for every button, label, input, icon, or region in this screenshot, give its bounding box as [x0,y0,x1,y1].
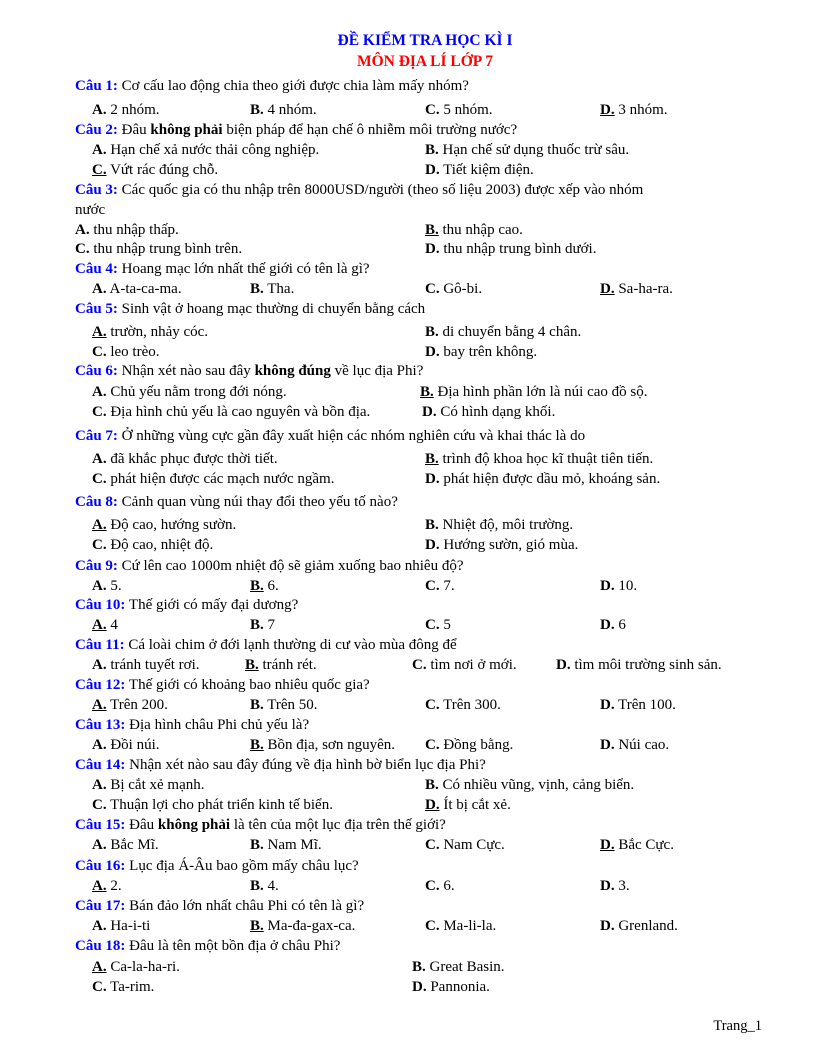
option-text: tránh rét. [262,657,317,673]
question-number: Câu 3: [75,182,118,198]
option-letter: B. [412,959,426,975]
answer-option[interactable] [425,343,537,362]
answer-option[interactable] [92,836,159,855]
option-text: 7 [267,617,276,633]
answer-option[interactable] [92,161,218,180]
option-letter: D. [425,797,440,813]
answer-option[interactable] [600,616,626,635]
option-letter: B. [250,918,264,934]
option-text: 2. [110,878,122,894]
question-text: Các quốc gia có thu nhập trên 8000USD/người (theo số liệu 2003) được xếp vào nhóm [121,182,644,198]
option-text: 5. [110,578,122,594]
option-text: phát hiện được dầu mỏ, khoáng sản. [443,471,661,487]
answer-option[interactable] [425,536,578,555]
option-letter: D. [600,918,615,934]
question-stem [75,260,370,279]
option-letter: A. [92,878,107,894]
question-number: Câu 17: [75,898,126,914]
option-letter: B. [425,777,439,793]
answer-option[interactable] [425,280,482,299]
option-text: Pannonia. [430,979,490,995]
option-letter: D. [425,162,440,178]
answer-option[interactable] [600,101,668,120]
option-letter: A. [92,102,107,118]
option-text: A-ta-ca-ma. [109,281,182,297]
option-text: di chuyển bằng 4 chân. [442,324,582,340]
option-letter: B. [245,657,259,673]
answer-option[interactable] [422,403,555,422]
option-text: 5 [443,617,451,633]
answer-option[interactable] [92,656,200,675]
question-text: Nhận xét nào sau đây [121,363,251,379]
answer-option[interactable] [92,101,160,120]
question-number: Câu 11: [75,637,125,653]
question-stem [75,897,364,916]
option-letter: B. [250,837,264,853]
option-text: leo trèo. [110,344,160,360]
option-letter: A. [92,777,107,793]
option-letter: B. [250,578,264,594]
option-text: Núi cao. [618,737,670,753]
answer-option[interactable] [75,221,179,240]
option-text: Chủ yếu nằm trong đới nóng. [110,384,287,400]
option-text: Địa hình phần lớn là núi cao đồ sộ. [437,384,648,400]
option-letter: B. [250,102,264,118]
option-text: Hạn chế sử dụng thuốc trừ sâu. [442,142,630,158]
option-text: Grenland. [618,918,678,934]
option-text: Gô-bi. [443,281,483,297]
answer-option[interactable] [92,141,319,160]
option-letter: D. [425,344,440,360]
answer-option[interactable] [425,450,653,469]
option-text: Trên 200. [110,697,168,713]
option-letter: A. [92,617,107,633]
answer-option[interactable] [250,577,279,596]
option-letter: C. [425,918,440,934]
option-text: Có nhiều vũng, vịnh, cảng biển. [442,777,635,793]
answer-option[interactable] [92,536,213,555]
option-text: Tiết kiệm điện. [443,162,534,178]
answer-option[interactable] [92,776,204,795]
option-text: 10. [618,578,638,594]
option-letter: B. [250,617,264,633]
answer-option[interactable] [425,577,455,596]
option-letter: A. [75,222,90,238]
question-text: Sinh vật ở hoang mạc thường di chuyển bằng cách [121,301,426,317]
option-letter: B. [250,281,264,297]
option-letter: A. [92,324,107,340]
option-text: 6 [618,617,626,633]
option-letter: D. [600,102,615,118]
option-letter: D. [600,737,615,753]
question-text: Nhận xét nào sau đây đúng về địa hình bờ biển lục địa Phi? [129,757,486,773]
option-letter: D. [600,837,615,853]
question-text: Lục địa Á-Âu bao gồm mấy châu lục? [129,858,359,874]
answer-option[interactable] [425,470,660,489]
answer-option[interactable] [600,836,674,855]
question-stem [75,121,517,140]
option-text: trườn, nhảy cóc. [110,324,209,340]
option-letter: D. [600,878,615,894]
question-text: Hoang mạc lớn nhất thế giới có tên là gì? [121,261,370,277]
answer-option[interactable] [425,796,511,815]
question-number: Câu 10: [75,597,126,613]
answer-option[interactable] [600,917,678,936]
question-stem [75,596,298,615]
question-number: Câu 16: [75,858,126,874]
answer-option[interactable] [92,383,287,402]
question-stem-continuation: nước [75,202,106,218]
option-letter: C. [425,578,440,594]
answer-option[interactable] [420,383,648,402]
option-letter: C. [92,162,107,178]
option-text: 4 [110,617,118,633]
answer-option[interactable] [250,836,322,855]
option-letter: D. [422,404,437,420]
answer-option[interactable] [425,776,634,795]
option-text: Nam Cực. [443,837,505,853]
answer-option[interactable] [250,877,279,896]
answer-option[interactable] [92,450,278,469]
answer-option[interactable] [250,696,318,715]
answer-option[interactable] [412,978,490,997]
option-letter: C. [92,404,107,420]
option-text: Ma-li-la. [443,918,497,934]
answer-option[interactable] [425,221,523,240]
option-text: Hạn chế xả nước thải công nghiệp. [110,142,320,158]
option-text: Bồn địa, sơn nguyên. [267,737,396,753]
option-text: phát hiện được các mạch nước ngầm. [110,471,335,487]
question-text: Đâu [121,122,147,138]
option-letter: A. [92,142,107,158]
option-text: Nam Mĩ. [267,837,322,853]
option-text: 3 nhóm. [618,102,668,118]
option-text: tìm nơi ở mới. [430,657,517,673]
option-text: 6. [443,878,455,894]
question-number: Câu 9: [75,558,118,574]
option-letter: C. [425,697,440,713]
option-text: 2 nhóm. [110,102,160,118]
answer-option[interactable] [92,917,150,936]
question-text: Cơ cấu lao động chia theo giới được chia làm mấy nhóm? [121,78,469,94]
answer-option[interactable] [425,516,573,535]
answer-option[interactable] [92,796,333,815]
answer-option[interactable] [425,877,455,896]
option-text: tìm môi trường sinh sản. [574,657,722,673]
answer-option[interactable] [425,161,534,180]
question-stem [75,636,457,655]
question-number: Câu 15: [75,817,126,833]
option-text: đã khắc phục được thời tiết. [110,451,278,467]
option-text: Bị cắt xẻ mạnh. [110,777,205,793]
option-letter: A. [92,918,107,934]
answer-option[interactable] [250,101,317,120]
option-letter: B. [250,878,264,894]
answer-option[interactable] [92,736,160,755]
question-text-continued: biện pháp để hạn chế ô nhiễm môi trường nước? [226,122,518,138]
option-letter: B. [425,222,439,238]
question-stem [75,937,340,956]
answer-option[interactable] [425,101,493,120]
question-stem [75,557,464,576]
option-letter: C. [425,737,440,753]
answer-option[interactable] [425,616,451,635]
option-text: Ta-rim. [110,979,155,995]
option-letter: C. [425,281,440,297]
answer-option[interactable] [425,696,501,715]
answer-option[interactable] [92,577,122,596]
question-number: Câu 5: [75,301,118,317]
option-letter: B. [425,142,439,158]
answer-option[interactable] [92,978,154,997]
option-letter: A. [92,959,107,975]
question-stem [75,756,486,775]
option-text: tránh tuyết rơi. [110,657,200,673]
option-text: thu nhập trung bình trên. [93,241,243,257]
answer-option[interactable] [556,656,722,675]
answer-option[interactable] [425,917,496,936]
option-letter: D. [425,537,440,553]
answer-option[interactable] [92,403,370,422]
option-text: Ít bị cắt xẻ. [443,797,511,813]
option-text: Thuận lợi cho phát triển kinh tế biển. [110,797,333,813]
option-text: 7. [443,578,455,594]
option-letter: C. [412,657,427,673]
question-number: Câu 18: [75,938,126,954]
question-number: Câu 6: [75,363,118,379]
answer-option[interactable] [92,877,122,896]
option-letter: D. [425,241,440,257]
option-text: 4. [267,878,279,894]
option-text: thu nhập thấp. [93,222,179,238]
option-letter: C. [92,537,107,553]
option-letter: A. [92,578,107,594]
answer-option[interactable] [250,616,275,635]
page-number: Trang_1 [713,1018,762,1034]
question-text: Đâu là tên một bồn địa ở châu Phi? [129,938,341,954]
answer-option[interactable] [600,736,669,755]
option-text: Độ cao, nhiệt độ. [110,537,214,553]
answer-option[interactable] [600,877,630,896]
option-letter: A. [92,737,107,753]
answer-option[interactable] [92,323,208,342]
option-letter: D. [600,281,615,297]
question-stem [75,362,423,381]
answer-option[interactable] [92,696,168,715]
answer-option[interactable] [250,280,294,299]
answer-option[interactable] [425,836,505,855]
answer-option[interactable] [245,656,317,675]
question-stem [75,427,585,446]
option-letter: A. [92,517,107,533]
question-stem [75,181,643,200]
option-letter: C. [425,878,440,894]
option-text: Địa hình chủ yếu là cao nguyên và bồn địa. [110,404,371,420]
option-text: Tha. [267,281,295,297]
option-text: bay trên không. [443,344,538,360]
answer-option[interactable] [412,958,505,977]
question-text: Bán đảo lớn nhất châu Phi có tên là gì? [129,898,365,914]
answer-option[interactable] [92,280,182,299]
exam-title: ĐỀ KIỂM TRA HỌC KÌ I [337,32,513,49]
question-number: Câu 2: [75,122,118,138]
option-text: Đồi núi. [110,737,160,753]
question-emphasis: không phải [157,817,231,833]
answer-option[interactable] [425,141,629,160]
question-number: Câu 1: [75,78,118,94]
question-stem [75,716,309,735]
question-text-continued: về lục địa Phi? [334,363,424,379]
question-emphasis: không đúng [254,363,331,379]
option-letter: B. [425,324,439,340]
answer-option[interactable] [600,577,637,596]
question-text: Địa hình châu Phi chủ yếu là? [129,717,310,733]
option-text: Sa-ha-ra. [618,281,673,297]
option-letter: C. [425,617,440,633]
option-text: Trên 50. [267,697,318,713]
option-letter: A. [92,281,107,297]
option-letter: B. [250,737,264,753]
option-text: Bắc Mĩ. [110,837,159,853]
option-letter: C. [92,471,107,487]
answer-option[interactable] [92,343,160,362]
option-text: Trên 300. [443,697,501,713]
question-stem [75,493,398,512]
question-stem [75,816,446,835]
option-text: Ma-đa-gax-ca. [267,918,356,934]
answer-option[interactable] [600,696,676,715]
option-text: Ca-la-ha-ri. [110,959,180,975]
answer-option[interactable] [425,323,581,342]
answer-option[interactable] [250,736,395,755]
question-emphasis: không phải [150,122,223,138]
option-letter: D. [412,979,427,995]
question-stem [75,300,425,319]
question-text: Đâu [129,817,155,833]
answer-option[interactable] [92,516,236,535]
option-letter: D. [600,697,615,713]
question-stem [75,857,359,876]
option-text: Great Basin. [429,959,505,975]
answer-option[interactable] [425,736,513,755]
option-letter: C. [425,102,440,118]
option-text: Trên 100. [618,697,676,713]
question-text: Thế giới có khoảng bao nhiêu quốc gia? [128,677,370,693]
option-letter: C. [92,344,107,360]
option-letter: A. [92,657,107,673]
option-letter: B. [420,384,434,400]
answer-option[interactable] [92,470,334,489]
question-text: Thế giới có mấy đại dương? [128,597,299,613]
option-letter: C. [425,837,440,853]
option-letter: A. [92,384,107,400]
answer-option[interactable] [412,656,517,675]
question-number: Câu 8: [75,494,118,510]
answer-option[interactable] [250,917,355,936]
option-letter: D. [425,471,440,487]
option-letter: C. [92,979,107,995]
answer-option[interactable] [600,280,673,299]
option-text: Nhiệt độ, môi trường. [442,517,574,533]
option-letter: D. [556,657,571,673]
option-text: Vứt rác đúng chỗ. [110,162,219,178]
option-text: Hướng sườn, gió mùa. [443,537,579,553]
answer-option[interactable] [92,958,180,977]
option-text: 3. [618,878,630,894]
option-text: thu nhập cao. [442,222,523,238]
question-text: Cá loài chim ở đới lạnh thường di cư vào mùa đông để [128,637,457,653]
question-number: Câu 7: [75,428,118,444]
option-letter: B. [250,697,264,713]
question-number: Câu 14: [75,757,126,773]
option-text: Độ cao, hướng sườn. [110,517,237,533]
option-letter: A. [92,451,107,467]
question-number: Câu 13: [75,717,126,733]
exam-subtitle: MÔN ĐỊA LÍ LỚP 7 [356,53,494,70]
question-text: Ở những vùng cực gần đây xuất hiện các nhóm nghiên cứu và khai thác là do [121,428,586,444]
option-letter: B. [425,451,439,467]
option-text: thu nhập trung bình dưới. [443,241,597,257]
question-stem [75,77,469,96]
option-letter: C. [75,241,90,257]
answer-option[interactable] [425,240,596,259]
option-text: 4 nhóm. [267,102,317,118]
option-text: trình độ khoa học kĩ thuật tiên tiến. [442,451,654,467]
question-stem [75,676,370,695]
option-letter: B. [425,517,439,533]
answer-option[interactable] [75,240,242,259]
option-text: Ha-i-ti [110,918,151,934]
question-text-continued: là tên của một lục địa trên thế giới? [233,817,446,833]
option-text: 5 nhóm. [443,102,493,118]
option-letter: D. [600,578,615,594]
question-text: Cảnh quan vùng núi thay đổi theo yếu tố nào? [121,494,398,510]
option-letter: D. [600,617,615,633]
option-text: 6. [267,578,279,594]
question-text: Cứ lên cao 1000m nhiệt độ sẽ giảm xuống bao nhiêu độ? [121,558,464,574]
option-letter: C. [92,797,107,813]
option-text: Có hình dạng khối. [440,404,556,420]
option-text: Đồng bằng. [443,737,514,753]
answer-option[interactable] [92,616,118,635]
question-number: Câu 12: [75,677,126,693]
option-letter: A. [92,837,107,853]
option-text: Bắc Cực. [618,837,674,853]
option-letter: A. [92,697,107,713]
question-number: Câu 4: [75,261,118,277]
